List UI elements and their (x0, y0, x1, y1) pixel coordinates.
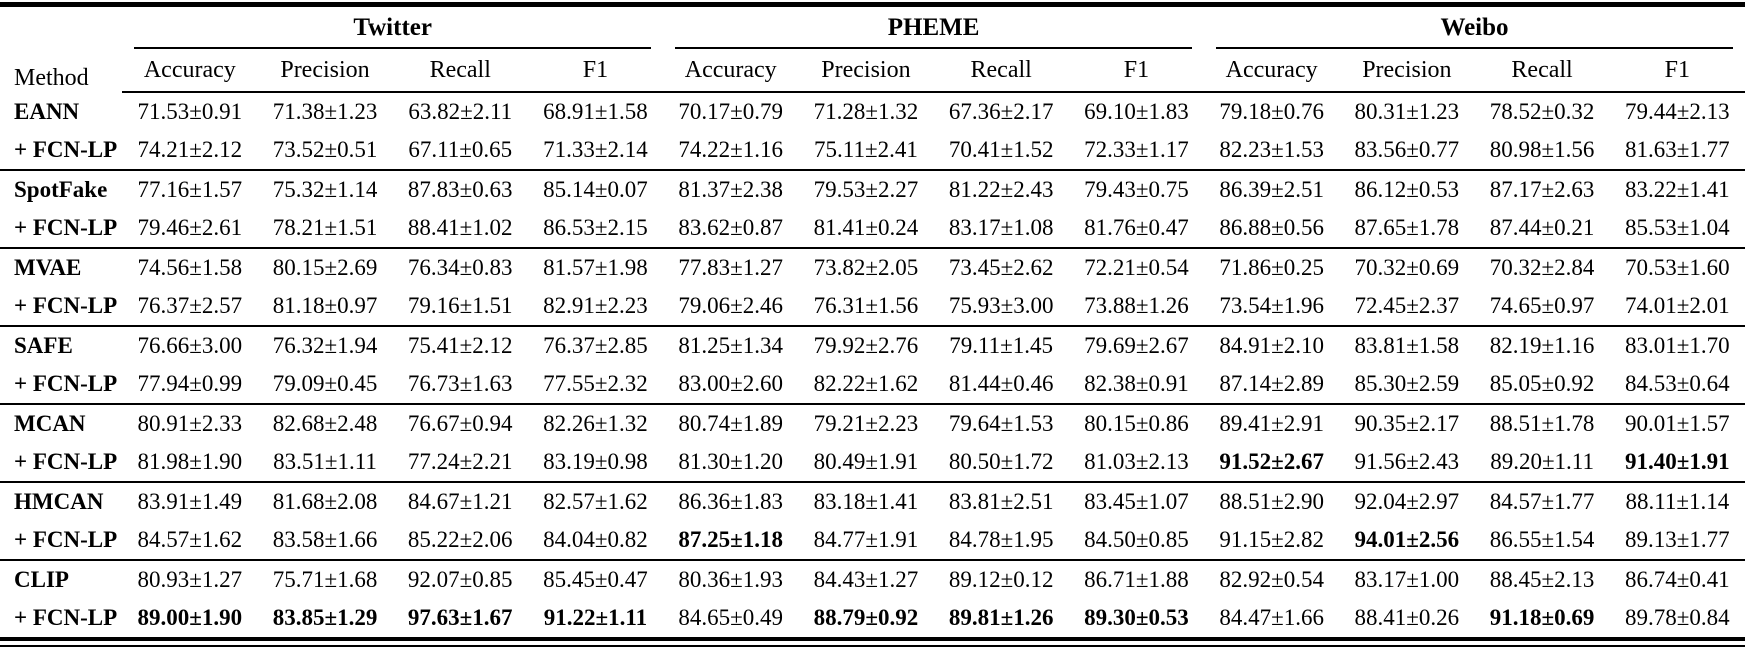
metric-value: 79.16±1.51 (407, 293, 513, 318)
metric-value: 79.92±2.76 (798, 326, 933, 365)
table-row (0, 365, 1745, 404)
metric-value: 85.30±2.59 (1354, 371, 1460, 396)
metric-value: 71.38±1.23 (272, 99, 378, 124)
dataset-group-pheme (663, 5, 1204, 50)
metric-header: Precision (257, 49, 392, 92)
metric-value: 82.92±0.54 (1204, 560, 1339, 599)
metric-header: Accuracy (663, 49, 798, 92)
metric-value: 77.55±2.32 (543, 371, 648, 396)
metric-value: 73.82±2.05 (798, 248, 933, 287)
metric-header: F1 (528, 49, 663, 92)
method-name: + FCN-LP (14, 293, 118, 318)
metric-value: 91.52±2.67 (1219, 449, 1324, 474)
table-header (0, 5, 1745, 93)
method-name: + FCN-LP (14, 215, 118, 240)
method-name: CLIP (0, 560, 122, 599)
metric-value: 88.11±1.14 (1610, 482, 1745, 521)
metric-value: 84.91±2.10 (1204, 326, 1339, 365)
metric-value: 80.93±1.27 (122, 560, 257, 599)
metric-value: 76.32±1.94 (257, 326, 392, 365)
metric-value: 91.15±2.82 (1219, 527, 1324, 552)
metric-value: 70.41±1.52 (948, 137, 1054, 162)
metric-header: Precision (1339, 49, 1474, 92)
metric-value: 70.17±0.79 (678, 99, 784, 124)
metric-value: 84.78±1.95 (948, 527, 1054, 552)
metric-value: 74.56±1.58 (122, 248, 257, 287)
metric-value: 80.36±1.93 (663, 560, 798, 599)
metric-value: 81.63±1.77 (1625, 137, 1730, 162)
metric-value: 82.91±2.23 (543, 293, 648, 318)
method-name: + FCN-LP (14, 449, 118, 474)
table-row (0, 209, 1745, 248)
metric-value: 88.79±0.92 (813, 605, 919, 630)
metric-value: 73.52±0.51 (272, 137, 378, 162)
metric-value: 83.81±1.58 (1339, 326, 1474, 365)
metric-value: 76.67±0.94 (393, 404, 528, 443)
metric-value: 86.53±2.15 (543, 215, 648, 240)
metric-value: 80.98±1.56 (1489, 137, 1595, 162)
metric-value: 76.73±1.63 (407, 371, 513, 396)
metric-value: 70.32±2.84 (1474, 248, 1609, 287)
metric-value: 84.53±0.64 (1625, 371, 1730, 396)
metric-value: 81.03±2.13 (1084, 449, 1189, 474)
method-column-header: Method (14, 65, 89, 91)
table-row (0, 131, 1745, 170)
metric-value: 82.57±1.62 (528, 482, 663, 521)
metric-header: F1 (1610, 49, 1745, 92)
metric-value: 91.22±1.11 (543, 605, 648, 630)
metric-value: 79.53±2.27 (798, 170, 933, 209)
metric-value: 86.71±1.88 (1069, 560, 1204, 599)
metric-value: 91.40±1.91 (1625, 449, 1730, 474)
metric-value: 82.68±2.48 (257, 404, 392, 443)
metric-value: 84.43±1.27 (798, 560, 933, 599)
metric-value: 89.12±0.12 (934, 560, 1069, 599)
metric-value: 80.50±1.72 (948, 449, 1054, 474)
metric-header: Precision (798, 49, 933, 92)
metric-value: 84.67±1.21 (393, 482, 528, 521)
metric-value: 75.93±3.00 (948, 293, 1054, 318)
table-row (0, 482, 1745, 521)
metric-value: 85.14±0.07 (528, 170, 663, 209)
table-row (0, 287, 1745, 326)
metric-value: 86.36±1.83 (663, 482, 798, 521)
metric-value: 87.14±2.89 (1219, 371, 1324, 396)
metric-value: 79.43±0.75 (1069, 170, 1204, 209)
metric-value: 86.88±0.56 (1219, 215, 1324, 240)
metric-value: 82.22±1.62 (813, 371, 919, 396)
metric-value: 82.19±1.16 (1474, 326, 1609, 365)
metric-value: 71.86±0.25 (1204, 248, 1339, 287)
metric-value: 82.26±1.32 (528, 404, 663, 443)
metric-value: 85.53±1.04 (1625, 215, 1730, 240)
metric-value: 90.01±1.57 (1610, 404, 1745, 443)
metric-value: 89.81±1.26 (948, 605, 1054, 630)
metric-value: 81.76±0.47 (1084, 215, 1189, 240)
metric-value: 97.63±1.67 (407, 605, 513, 630)
method-name: HMCAN (0, 482, 122, 521)
metric-value: 75.11±2.41 (814, 137, 918, 162)
metric-header: F1 (1069, 49, 1204, 92)
metric-value: 81.44±0.46 (948, 371, 1054, 396)
metric-value: 80.31±1.23 (1354, 99, 1460, 124)
metric-value: 81.30±1.20 (678, 449, 784, 474)
method-name: MCAN (0, 404, 122, 443)
table-row (0, 170, 1745, 209)
metric-value: 89.30±0.53 (1084, 605, 1189, 630)
metric-value: 83.51±1.11 (273, 449, 377, 474)
metric-value: 84.57±1.62 (137, 527, 243, 552)
table-row (0, 521, 1745, 560)
metric-value: 87.65±1.78 (1354, 215, 1460, 240)
metric-value: 84.57±1.77 (1474, 482, 1609, 521)
metric-value: 79.44±2.13 (1625, 99, 1730, 124)
metric-value: 74.65±0.97 (1489, 293, 1595, 318)
metric-value: 74.21±2.12 (137, 137, 243, 162)
metric-value: 79.64±1.53 (934, 404, 1069, 443)
metric-value: 85.45±0.47 (528, 560, 663, 599)
method-name: + FCN-LP (14, 605, 118, 630)
metric-value: 91.56±2.43 (1354, 449, 1460, 474)
metric-value: 83.17±1.00 (1339, 560, 1474, 599)
metric-value: 85.05±0.92 (1489, 371, 1595, 396)
table-row (0, 248, 1745, 287)
table-row (0, 404, 1745, 443)
metric-value: 94.01±2.56 (1354, 527, 1460, 552)
metric-value: 77.94±0.99 (137, 371, 243, 396)
metric-value: 86.12±0.53 (1339, 170, 1474, 209)
metric-value: 89.00±1.90 (137, 605, 243, 630)
metric-value: 79.21±2.23 (798, 404, 933, 443)
metric-value: 79.46±2.61 (137, 215, 243, 240)
metric-value: 89.41±2.91 (1204, 404, 1339, 443)
metric-value: 75.32±1.14 (257, 170, 392, 209)
metric-value: 81.25±1.34 (663, 326, 798, 365)
metric-header: Recall (1474, 49, 1609, 92)
metric-value: 75.41±2.12 (393, 326, 528, 365)
metric-value: 83.58±1.66 (272, 527, 378, 552)
metric-value: 86.74±0.41 (1610, 560, 1745, 599)
metric-value: 88.51±2.90 (1204, 482, 1339, 521)
metric-value: 87.25±1.18 (678, 527, 784, 552)
dataset-group-label: PHEME (887, 14, 980, 41)
metric-value: 87.83±0.63 (393, 170, 528, 209)
metric-header-row (0, 49, 1745, 92)
metric-value: 80.74±1.89 (663, 404, 798, 443)
metric-value: 80.91±2.33 (122, 404, 257, 443)
metric-value: 73.88±1.26 (1084, 293, 1189, 318)
table-row (0, 560, 1745, 599)
metric-value: 91.18±0.69 (1489, 605, 1595, 630)
method-name: SAFE (0, 326, 122, 365)
metric-value: 79.06±2.46 (678, 293, 784, 318)
metric-value: 89.78±0.84 (1625, 605, 1730, 630)
metric-value: 87.17±2.63 (1474, 170, 1609, 209)
table-row (0, 92, 1745, 131)
metric-value: 71.53±0.91 (137, 99, 243, 124)
metric-value: 84.04±0.82 (543, 527, 648, 552)
metric-value: 81.22±2.43 (934, 170, 1069, 209)
dataset-group-twitter (122, 5, 663, 50)
metric-value: 81.41±0.24 (813, 215, 919, 240)
table-body (0, 92, 1745, 637)
metric-value: 80.15±2.69 (257, 248, 392, 287)
metric-value: 78.52±0.32 (1489, 99, 1595, 124)
dataset-group-row (0, 5, 1745, 50)
metric-value: 79.11±1.45 (934, 326, 1069, 365)
benchmark-results-table (0, 2, 1745, 637)
metric-value: 88.41±0.26 (1354, 605, 1460, 630)
table-row (0, 443, 1745, 482)
metric-value: 73.54±1.96 (1219, 293, 1324, 318)
metric-value: 76.31±1.56 (813, 293, 919, 318)
metric-value: 83.62±0.87 (678, 215, 784, 240)
metric-value: 84.47±1.66 (1219, 605, 1324, 630)
metric-value: 81.18±0.97 (272, 293, 378, 318)
method-name: MVAE (0, 248, 122, 287)
metric-value: 72.33±1.17 (1084, 137, 1189, 162)
metric-value: 83.56±0.77 (1354, 137, 1460, 162)
metric-value: 75.71±1.68 (257, 560, 392, 599)
metric-value: 83.85±1.29 (272, 605, 378, 630)
method-name: + FCN-LP (14, 527, 118, 552)
metric-value: 69.10±1.83 (1084, 99, 1189, 124)
metric-value: 92.04±2.97 (1339, 482, 1474, 521)
metric-value: 81.37±2.38 (663, 170, 798, 209)
method-name: + FCN-LP (14, 137, 118, 162)
metric-value: 80.15±0.86 (1069, 404, 1204, 443)
metric-value: 78.21±1.51 (272, 215, 378, 240)
metric-value: 77.83±1.27 (663, 248, 798, 287)
metric-value: 84.50±0.85 (1084, 527, 1189, 552)
table-row (0, 326, 1745, 365)
metric-value: 88.51±1.78 (1474, 404, 1609, 443)
metric-value: 81.68±2.08 (257, 482, 392, 521)
metric-value: 84.77±1.91 (813, 527, 919, 552)
metric-value: 77.24±2.21 (407, 449, 513, 474)
metric-value: 89.20±1.11 (1490, 449, 1594, 474)
metric-value: 76.34±0.83 (393, 248, 528, 287)
metric-value: 67.11±0.65 (408, 137, 513, 162)
metric-value: 83.91±1.49 (122, 482, 257, 521)
metric-value: 67.36±2.17 (948, 99, 1054, 124)
metric-value: 77.16±1.57 (122, 170, 257, 209)
metric-value: 80.49±1.91 (813, 449, 919, 474)
metric-value: 92.07±0.85 (393, 560, 528, 599)
metric-value: 70.53±1.60 (1610, 248, 1745, 287)
metric-value: 71.28±1.32 (813, 99, 919, 124)
metric-header: Accuracy (122, 49, 257, 92)
metric-value: 82.23±1.53 (1219, 137, 1324, 162)
method-name: SpotFake (0, 170, 122, 209)
metric-value: 84.65±0.49 (678, 605, 784, 630)
metric-value: 76.37±2.85 (528, 326, 663, 365)
metric-value: 83.22±1.41 (1610, 170, 1745, 209)
metric-value: 76.66±3.00 (122, 326, 257, 365)
method-name: + FCN-LP (14, 371, 118, 396)
metric-value: 83.45±1.07 (1069, 482, 1204, 521)
metric-value: 73.45±2.62 (934, 248, 1069, 287)
metric-value: 83.81±2.51 (934, 482, 1069, 521)
metric-value: 87.44±0.21 (1489, 215, 1595, 240)
metric-value: 71.33±2.14 (543, 137, 648, 162)
metric-header: Accuracy (1204, 49, 1339, 92)
metric-value: 83.01±1.70 (1610, 326, 1745, 365)
metric-header: Recall (393, 49, 528, 92)
dataset-group-weibo (1204, 5, 1745, 50)
metric-value: 81.98±1.90 (137, 449, 243, 474)
metric-value: 72.45±2.37 (1354, 293, 1460, 318)
table-row (0, 599, 1745, 637)
dataset-group-label: Twitter (353, 14, 432, 41)
metric-value: 79.69±2.67 (1069, 326, 1204, 365)
metric-value: 79.18±0.76 (1219, 99, 1324, 124)
metric-value: 72.21±0.54 (1069, 248, 1204, 287)
metric-value: 76.37±2.57 (137, 293, 243, 318)
metric-value: 82.38±0.91 (1084, 371, 1189, 396)
metric-value: 86.39±2.51 (1204, 170, 1339, 209)
metric-value: 63.82±2.11 (408, 99, 513, 124)
metric-value: 83.19±0.98 (543, 449, 648, 474)
method-name: EANN (14, 98, 80, 124)
metric-value: 86.55±1.54 (1489, 527, 1595, 552)
metric-value: 79.09±0.45 (272, 371, 378, 396)
metric-value: 68.91±1.58 (543, 99, 648, 124)
metric-value: 83.00±2.60 (678, 371, 784, 396)
metric-value: 90.35±2.17 (1339, 404, 1474, 443)
metric-value: 74.01±2.01 (1625, 293, 1730, 318)
metric-value: 70.32±0.69 (1339, 248, 1474, 287)
metric-value: 88.41±1.02 (407, 215, 513, 240)
metric-value: 89.13±1.77 (1625, 527, 1730, 552)
metric-value: 83.17±1.08 (948, 215, 1054, 240)
metric-value: 83.18±1.41 (798, 482, 933, 521)
metric-value: 81.57±1.98 (528, 248, 663, 287)
metric-header: Recall (934, 49, 1069, 92)
metric-value: 85.22±2.06 (407, 527, 513, 552)
metric-value: 88.45±2.13 (1474, 560, 1609, 599)
dataset-group-label: Weibo (1440, 14, 1509, 41)
metric-value: 74.22±1.16 (678, 137, 784, 162)
